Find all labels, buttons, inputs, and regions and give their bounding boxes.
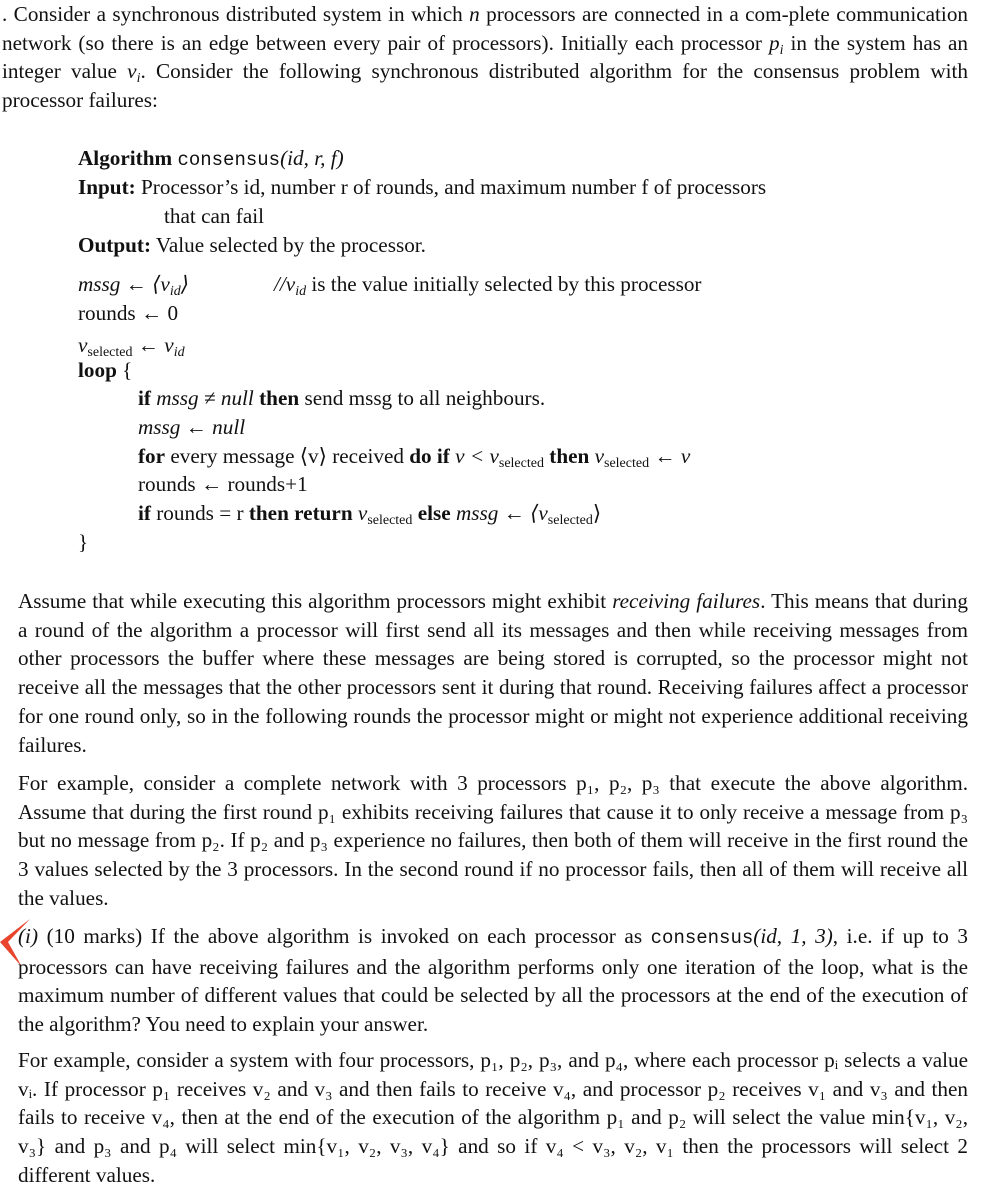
algo-line-rounds: rounds ← 0: [78, 301, 179, 325]
algo-line-vselected: $v_{selected}$ ← $v_{id}$: [78, 333, 185, 360]
intro-text-3: . Consider the following synchronous distributed algorithm for the consensus problem with processor failures:: [2, 59, 968, 113]
algo-loop-line-2: mssg ← null: [138, 415, 246, 439]
var-v-sub: i: [136, 71, 141, 87]
var-p: p: [769, 30, 780, 55]
algo-close-brace: }: [78, 530, 89, 554]
paragraph-receiving-failures: Assume that while executing this algorithm processors might exhibit receiving failures. This means that during a round of the algorithm a processor will first send all its messages and then while receiving messages from other processors the buffer where these messages are being stored is corrupted, so the processor might not receive all the messages that the other processors sent it during that round. Receiving failures affect a processor for one round only, so in the following rounds the processor might or might not experience additional receiving failures.: [18, 589, 968, 757]
intro-paragraph: [2, 0, 969, 115]
intro-lead: . Consider a synchronous distributed system in which: [2, 2, 463, 26]
intro-text-1: processors are connected in a com-plete communication network (so there is an edge between every pair of processors). Initially each processor: [2, 2, 969, 55]
algo-loop-line-3: for every message ⟨v⟩ received do if $v < v_{selected}$ then $v_{selected}$ ← v: [138, 444, 691, 471]
var-v: v: [127, 59, 137, 84]
question-i: (i) (10 marks) If the above algorithm is invoked on each processor as consensus(id, 1, 3), i.e. if up to 3 processors can have receiving failures and the algorithm performs only one iteration of the loop, what is the maximum number of different values that could be selected by all the processors at the end of the execution of the algorithm? You need to explain your answer.: [18, 924, 968, 1037]
algo-line-mssg: mssg ← $⟨v_{id}⟩$: [78, 272, 190, 299]
algo-line-comment: $//v_{id}$ is the value initially selected by this processor: [274, 272, 702, 299]
var-p-sub: i: [779, 42, 784, 58]
intro-text-2: in the system has an integer value: [2, 30, 969, 84]
algo-input: Input: Processor’s id, number r of rounds, and maximum number f of processors: [78, 175, 767, 199]
algo-title: Algorithm consensus(id, r, f): [78, 146, 344, 171]
var-n: n: [469, 2, 480, 26]
algo-input-cont: that can fail: [164, 204, 264, 228]
paragraph-example-2: For example, consider a system with four processors, p₁, p₂, p₃, and p₄, where each processor pᵢ selects a value vᵢ. If processor p₁ receives v₂ and v₃ and then fails to receive v₄, and processor p₂ receives v₁ and v₃ and then fails to receive v₄, then at the end of the execution of the algorithm p₁ and p₂ will select the value min{v₁, v₂, v₃} and p₃ and p₄ will select min{v₁, v₂, v₃, v₄} and so if v₄ < v₃, v₂, v₁ then the processors will select 2 different values.: [18, 1048, 968, 1187]
algo-loop: loop {: [78, 358, 133, 382]
paragraph-example-1: For example, consider a complete network with 3 processors p₁, p₂, p₃ that execute the above algorithm. Assume that during the first round p₁ exhibits receiving failures that cause it to only receive a message from p₃ but no message from p₂. If p₂ and p₃ experience no failures, then both of them will receive in the first round the 3 values selected by the 3 processors. In the second round if no processor fails, then all of them will receive all the values.: [18, 771, 968, 910]
algo-loop-line-1: if mssg ≠ null then send mssg to all neighbours.: [138, 386, 546, 410]
algo-loop-line-5: if rounds = r then return $v_{selected}$ else mssg ← $⟨v_{selected}⟩$: [138, 501, 602, 528]
algo-output: Output: Value selected by the processor.: [78, 233, 426, 257]
algo-loop-line-4: rounds ← rounds+1: [138, 472, 308, 496]
